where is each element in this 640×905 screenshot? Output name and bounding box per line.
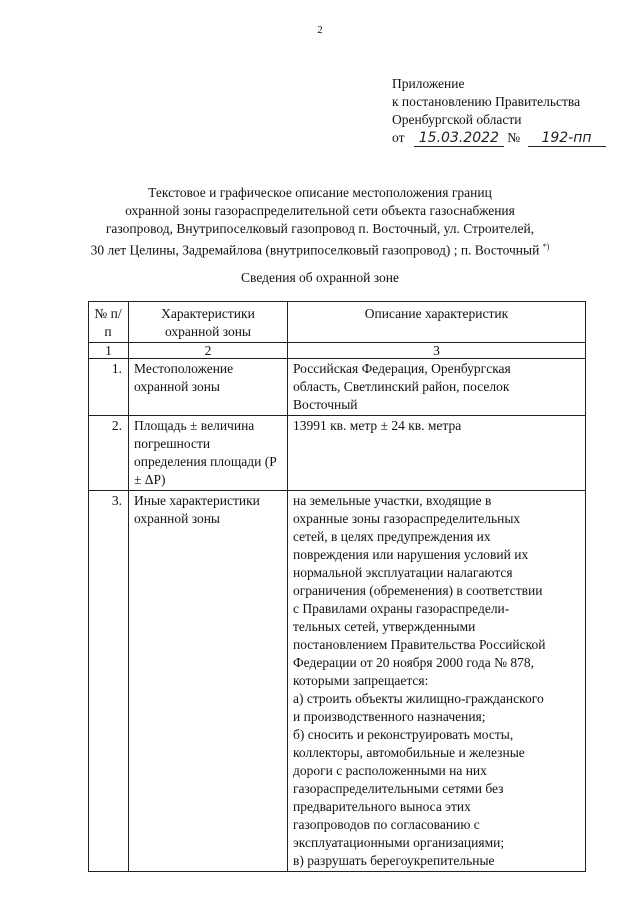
column-number: 1 [89, 343, 129, 359]
description-line: область, Светлинский район, поселок [293, 379, 510, 394]
row-characteristic: Иные характеристики охранной зоны [129, 491, 288, 872]
description-line: в) разрушать берегоукрепительные [293, 853, 495, 868]
appendix-block [392, 75, 606, 147]
description-line: постановлением Правительства Российской [293, 637, 546, 652]
title-line-2: охранной зоны газораспределительной сети объекта газоснабжения [125, 203, 515, 218]
appendix-line-2: к постановлению Правительства [392, 94, 581, 109]
row-num: 1. [89, 359, 129, 416]
description-line: а) строить объекты жилищно-гражданского [293, 691, 544, 706]
description-line: ограничения (обременения) в соответствии [293, 583, 543, 598]
appendix-line-1: Приложение [392, 76, 465, 91]
title-line-3: газопровод, Внутрипоселковый газопровод п. Восточный, ул. Строителей, [105, 221, 535, 236]
zone-info-table [88, 301, 586, 872]
section-subtitle: Сведения об охранной зоне [241, 270, 399, 285]
description-line: газораспределительными сетями без [293, 781, 504, 796]
handwritten-date: 15.03.2022 [414, 130, 504, 147]
description-line: Российская Федерация, Оренбургская [293, 361, 511, 376]
description-line: Федерации от 20 ноября 2000 года № 878, [293, 655, 535, 670]
description-line: коллекторы, автомобильные и железные [293, 745, 525, 760]
table-header-row [89, 302, 586, 343]
appendix-line-3: Оренбургской области [392, 112, 522, 127]
handwritten-number: 192-пп [528, 130, 606, 147]
title-line-1: Текстовое и графическое описание местоположения границ [148, 185, 492, 200]
from-label: от [392, 130, 405, 145]
description-line: на земельные участки, входящие в [293, 493, 492, 508]
description-line: дороги с расположенными на них [293, 763, 487, 778]
description-line: повреждения или нарушения условий их [293, 547, 529, 562]
footnote-mark: *) [542, 242, 550, 251]
description-line: 13991 кв. метр ± 24 кв. метра [293, 418, 462, 433]
description-line: б) сносить и реконструировать мосты, [293, 727, 514, 742]
row-num: 3. [89, 491, 129, 872]
header-description: Описание характеристик [288, 302, 586, 343]
description-line: с Правилами охраны газораспредели- [293, 601, 510, 616]
description-line: которыми запрещается: [293, 673, 429, 688]
row-description [288, 359, 586, 416]
row-description [288, 416, 586, 491]
number-label: № [507, 130, 521, 145]
header-characteristic: Характеристики охранной зоны [129, 302, 288, 343]
description-line: газопроводов по согласованию с [293, 817, 480, 832]
description-line: предварительного выноса этих [293, 799, 471, 814]
description-line: и производственного назначения; [293, 709, 486, 724]
column-number-row [89, 343, 586, 359]
document-title [60, 184, 580, 260]
row-characteristic: Площадь ± величина погрешности определения площади (P ± ΔP) [129, 416, 288, 491]
description-line: тельных сетей, утвержденными [293, 619, 476, 634]
table-row [89, 491, 586, 872]
row-characteristic: Местоположение охранной зоны [129, 359, 288, 416]
page-number: 2 [317, 24, 323, 36]
title-line-4: 30 лет Целины, Задремайлова (внутрипоселковый газопровод) ; п. Восточный *) [90, 242, 550, 258]
column-number: 2 [129, 343, 288, 359]
column-number: 3 [288, 343, 586, 359]
description-line: нормальной эксплуатации налагаются [293, 565, 513, 580]
row-num: 2. [89, 416, 129, 491]
description-line: Восточный [293, 397, 358, 412]
description-line: охранные зоны газораспределительных [293, 511, 521, 526]
table-row [89, 359, 586, 416]
appendix-date-row [392, 129, 606, 147]
row-description [288, 491, 586, 872]
description-line: эксплуатационными организациями; [293, 835, 505, 850]
description-line: сетей, в целях предупреждения их [293, 529, 491, 544]
table-row [89, 416, 586, 491]
header-num: № п/п [89, 302, 129, 343]
